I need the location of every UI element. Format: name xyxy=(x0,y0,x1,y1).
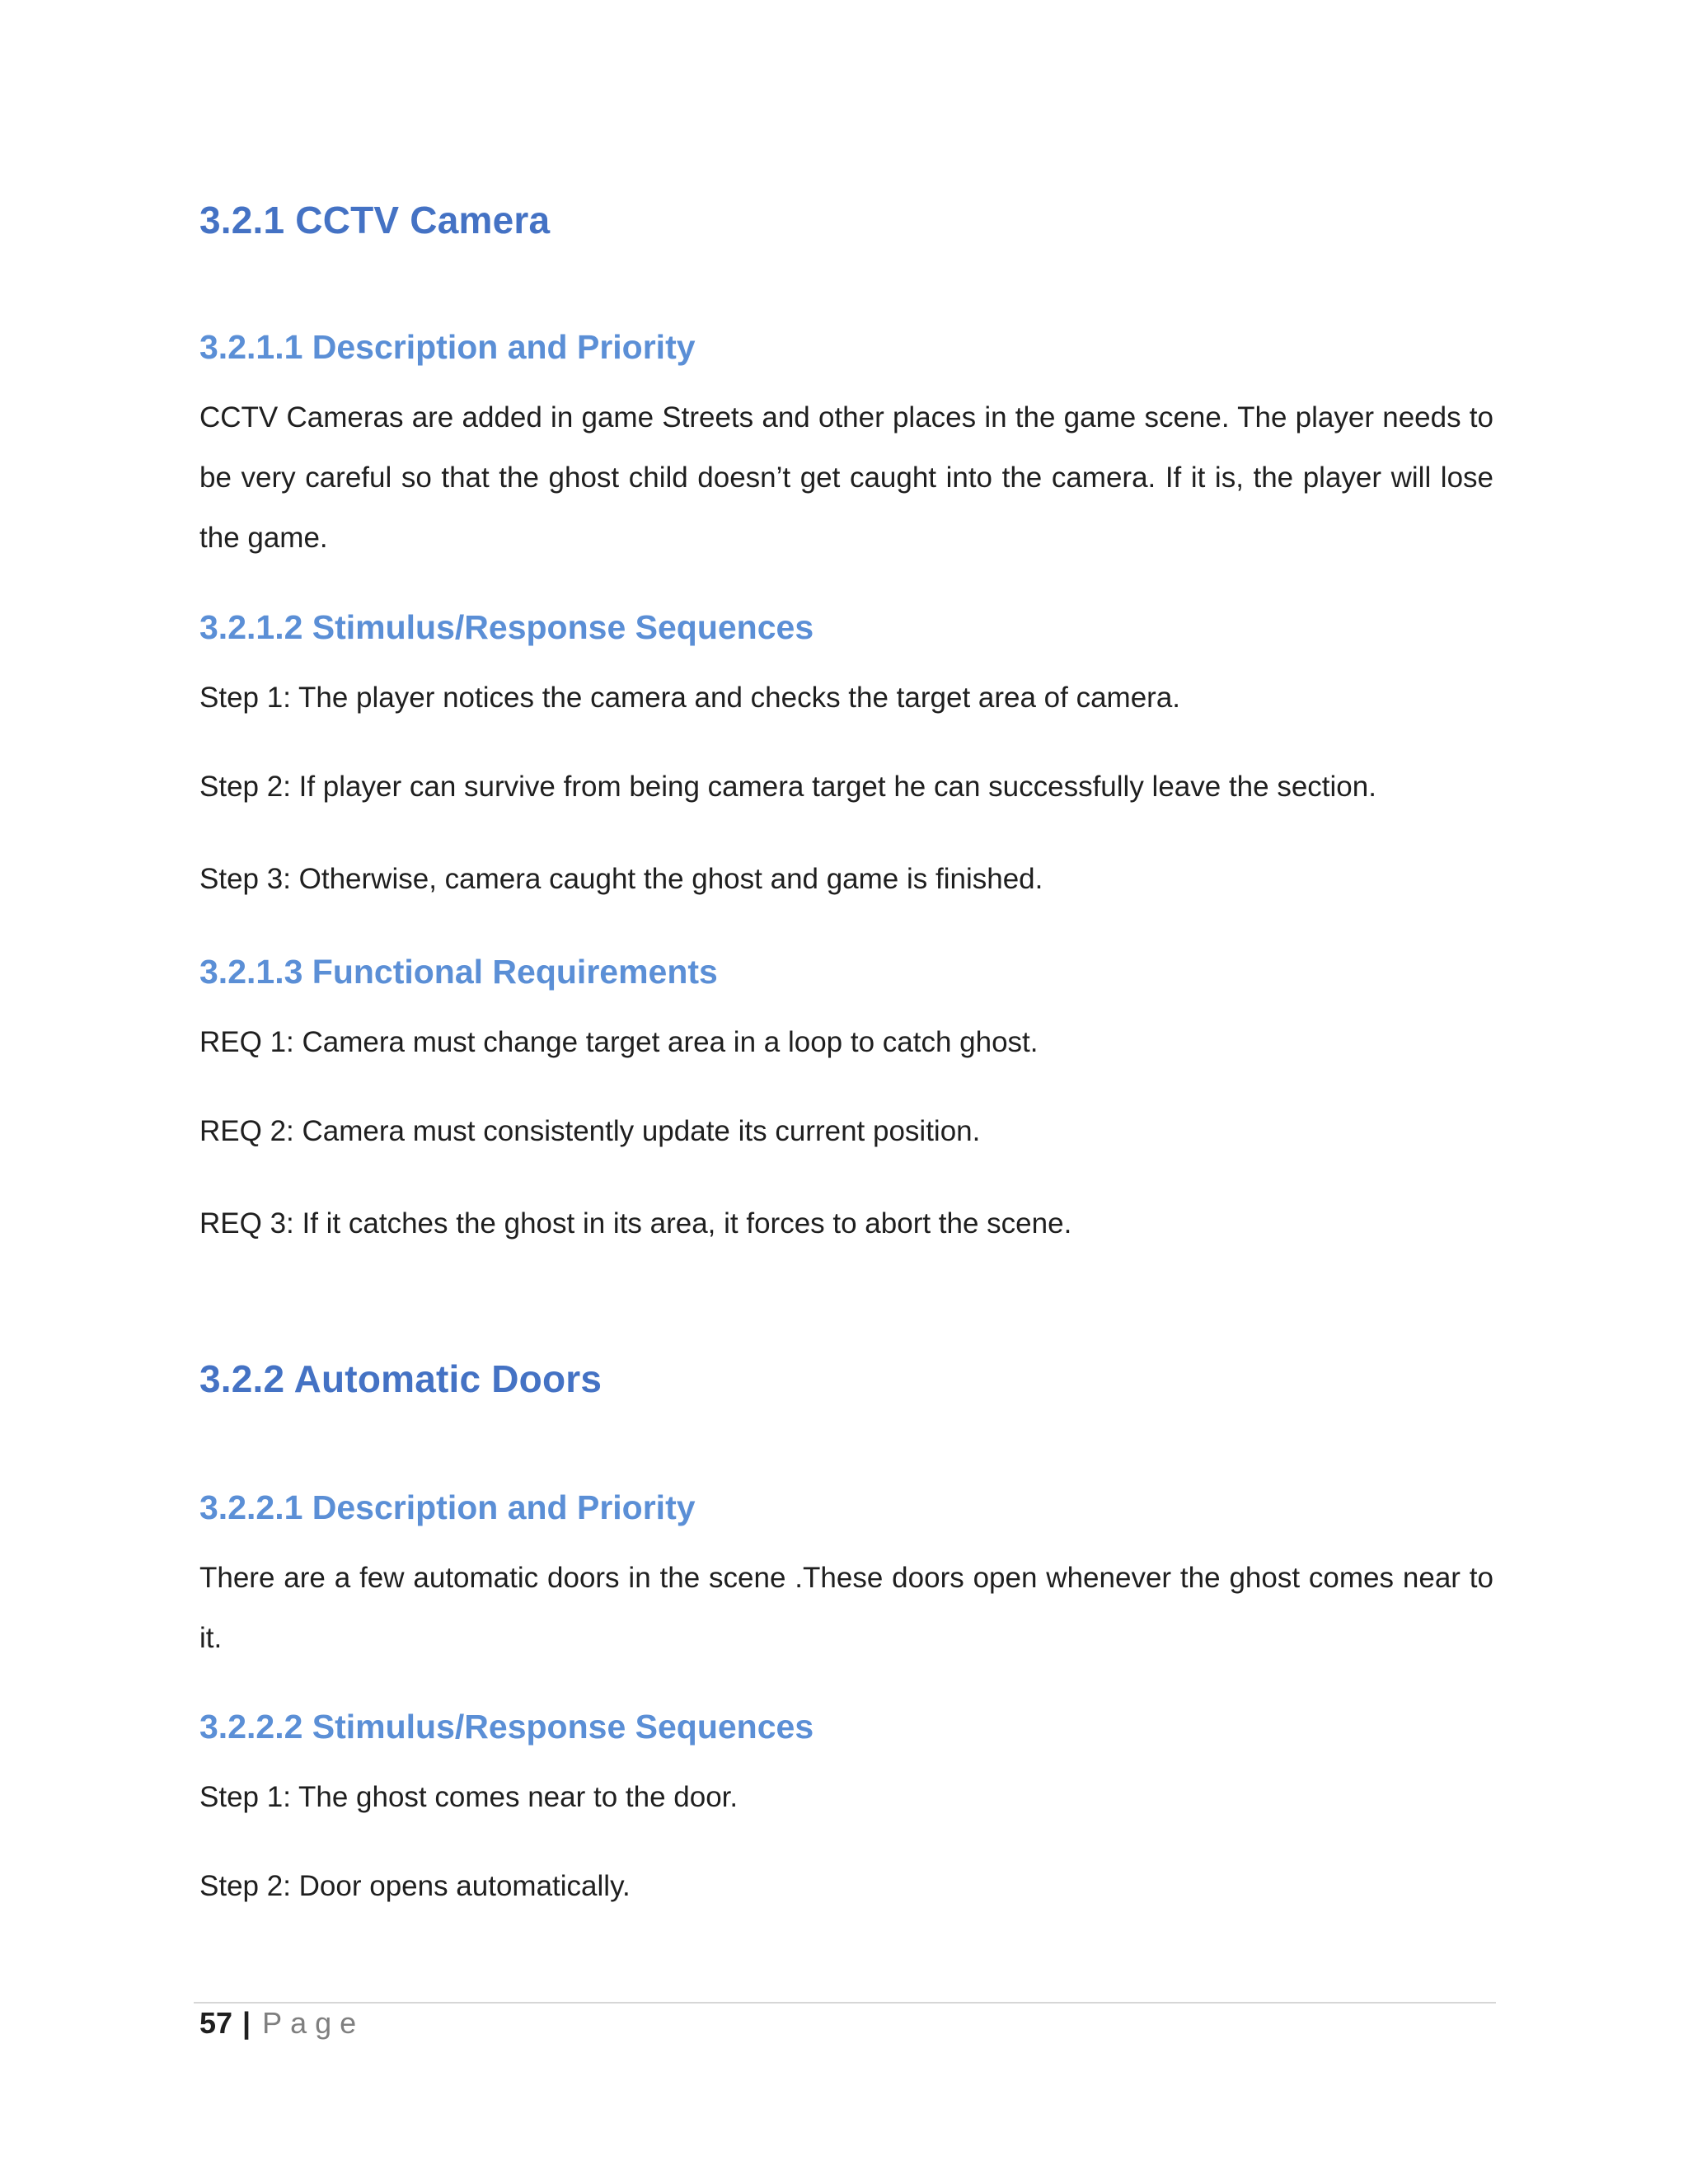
requirement-line: REQ 1: Camera must change target area in a loop to catch ghost. xyxy=(199,1026,1039,1058)
section-heading-automatic-doors: 3.2.2 Automatic Doors xyxy=(199,1357,603,1400)
subsection-heading-functional-requirements: 3.2.1.3 Functional Requirements xyxy=(199,953,718,991)
subsection-heading-description-priority: 3.2.1.1 Description and Priority xyxy=(199,328,696,366)
page-number: 57 xyxy=(199,2006,233,2040)
step-line: Step 1: The ghost comes near to the door. xyxy=(199,1781,738,1813)
requirement-line: REQ 2: Camera must consistently update its current position. xyxy=(199,1115,981,1147)
footer-separator: | xyxy=(242,2006,251,2040)
step-line: Step 3: Otherwise, camera caught the ghost and game is finished. xyxy=(199,863,1043,895)
paragraph-doors-description: There are a few automatic doors in the scene .These doors open whenever the ghost comes near to it. xyxy=(199,1562,1493,1654)
subsection-heading-description-priority: 3.2.2.1 Description and Priority xyxy=(199,1488,696,1526)
page-label: Page xyxy=(262,2006,365,2040)
requirement-line: REQ 3: If it catches the ghost in its area, it forces to abort the scene. xyxy=(199,1207,1072,1240)
page-footer xyxy=(199,2006,364,2041)
step-line: Step 1: The player notices the camera and checks the target area of camera. xyxy=(199,682,1181,714)
section-heading-cctv-camera: 3.2.1 CCTV Camera xyxy=(199,199,551,241)
step-line: Step 2: If player can survive from being camera target he can successfully leave the section. xyxy=(199,771,1376,803)
step-line: Step 2: Door opens automatically. xyxy=(199,1870,631,1902)
subsection-heading-stimulus-response: 3.2.2.2 Stimulus/Response Sequences xyxy=(199,1708,814,1746)
footer-divider xyxy=(194,2002,1496,2004)
subsection-heading-stimulus-response: 3.2.1.2 Stimulus/Response Sequences xyxy=(199,608,814,646)
paragraph-cctv-description: CCTV Cameras are added in game Streets and other places in the game scene. The player needs to be very careful so that the ghost child doesn’t get caught into the camera. If it is, the player will lose the game. xyxy=(199,401,1493,554)
